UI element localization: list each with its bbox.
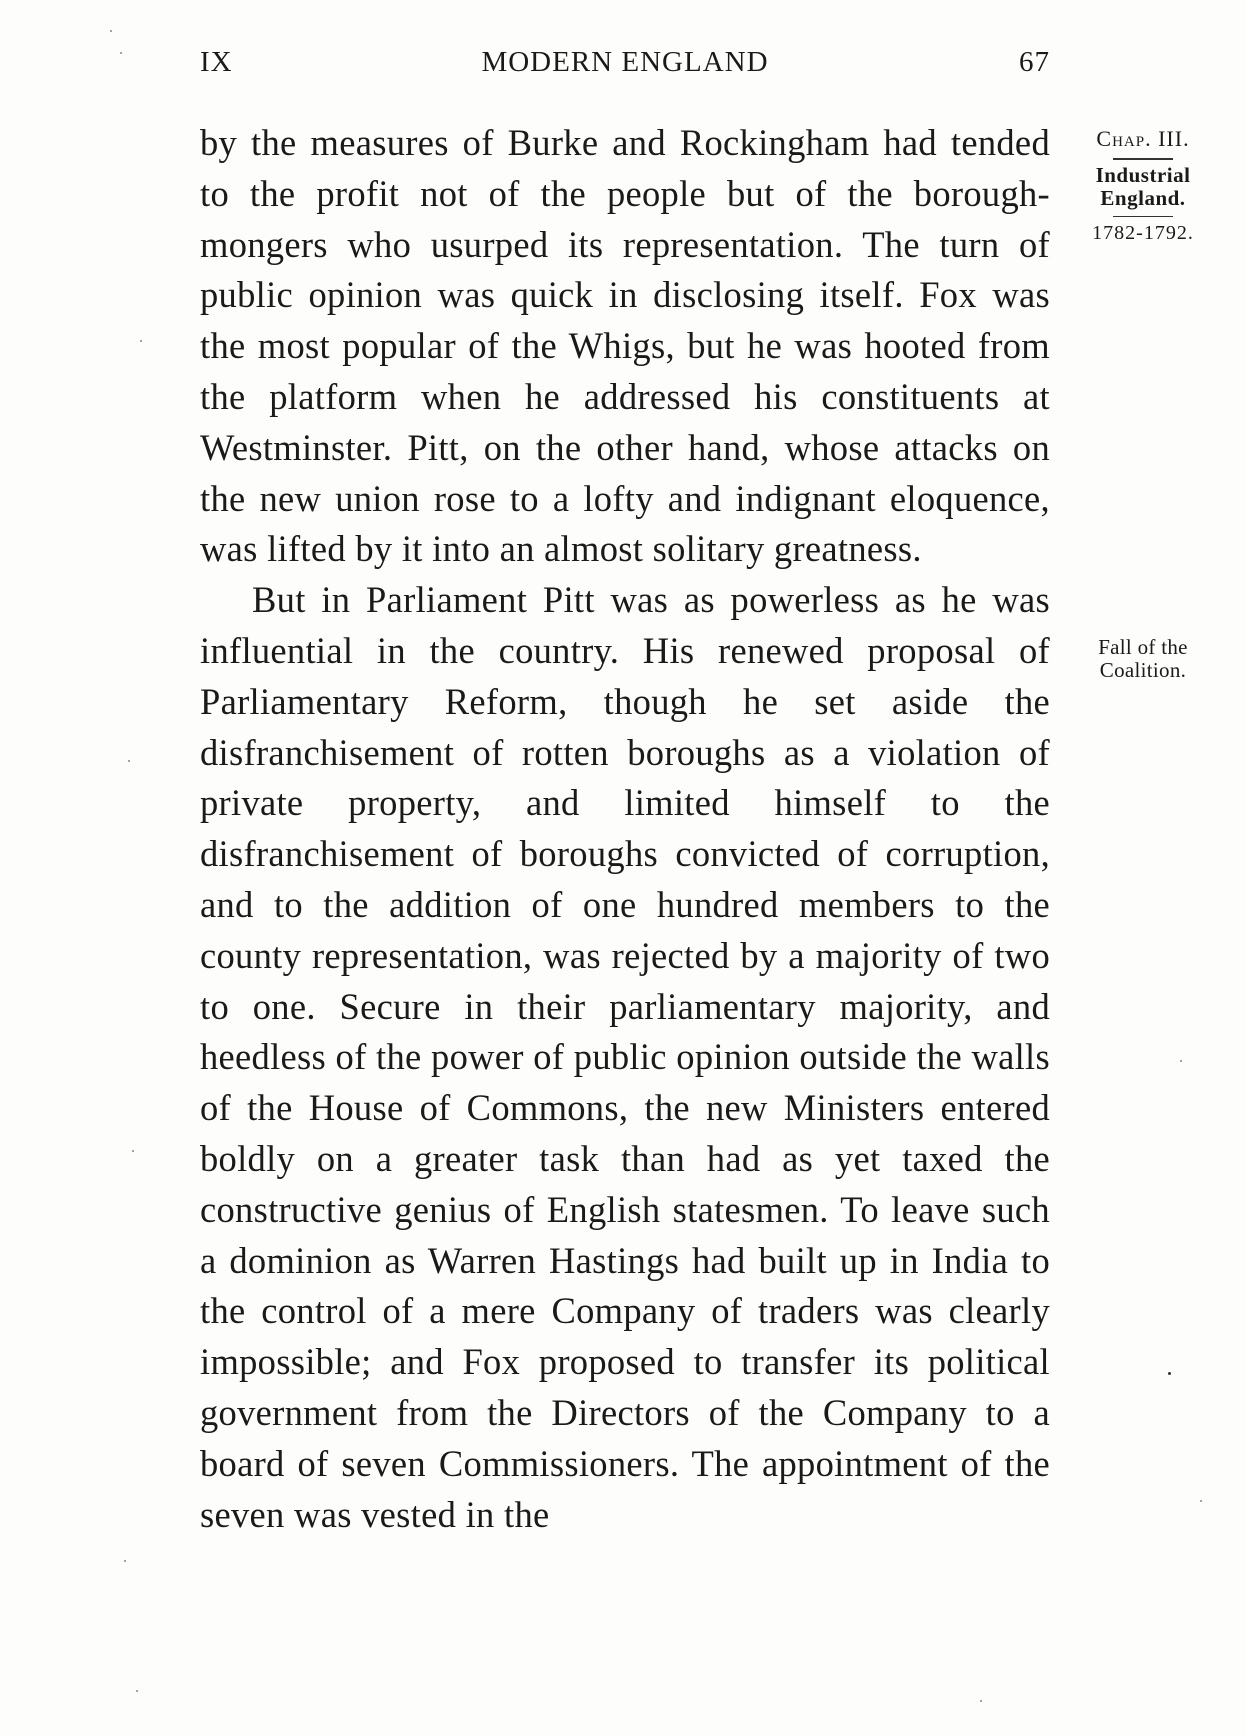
- margin-chapter-label: Chap. III.: [1096, 126, 1190, 151]
- scan-speck: [132, 1150, 134, 1152]
- scan-speck: [128, 760, 130, 762]
- scan-speck: [136, 1690, 138, 1692]
- margin-section-label: Industrial England.: [1095, 162, 1191, 210]
- margin-dates: 1782-1792.: [1092, 222, 1194, 244]
- paragraph-fall-of-coalition: But in Parliament Pitt was as powerless as he was influential in the country. His renewed proposal of Parliamentary Reform, though he set aside the disfranchisement of rotten boroughs as a violation of private property, and limited himself to the disfranchisement of boroughs convicted of corruption, and to the addition of one hundred members to the county representation, was rejected by a majority of two to one. Secure in their parliamentary majority, and heedless of the power of public opinion outside the walls of the House of Commons, the new Ministers entered boldly on a greater task than had as yet taxed the constructive genius of English statesmen. To leave such a dominion as Warren Hastings had built up in India to the control of a mere Company of traders was clearly impossible; and Fox proposed to transfer its political government from the Directors of the Company to a board of seven Commissioners. The appointment of the seven was vested in the: [200, 579, 1050, 1535]
- scan-speck: [1200, 1500, 1202, 1502]
- scan-speck: [120, 52, 122, 54]
- margin-topic-label: Fall of the Coalition.: [1098, 635, 1188, 682]
- page-number: 67: [1019, 46, 1050, 78]
- margin-rule-bottom: [1113, 216, 1173, 218]
- book-title: MODERN ENGLAND: [481, 46, 769, 78]
- paragraph-continued: by the measures of Burke and Rockingham had tended to the profit not of the people but of the borough-mongers who usurped its representation. The turn of public opinion was quick in disclosing itself. Fox was the most popular of the Whigs, but he was hooted from the platform when he addressed his constituents at Westminster. Pitt, on the other hand, whose attacks on the new union rose to a lofty and indignant eloquence, was lifted by it into an almost solitary greatness.: [200, 122, 1050, 570]
- chapter-number: IX: [200, 46, 233, 78]
- scan-speck: [140, 340, 142, 342]
- margin-note-topic: [1068, 636, 1218, 682]
- body-text: [200, 118, 1050, 1540]
- running-head: [200, 46, 1050, 86]
- margin-rule-top: [1113, 158, 1173, 160]
- margin-note-chapter: [1068, 126, 1218, 245]
- scan-speck: [980, 1700, 982, 1702]
- scan-speck: [1180, 1060, 1182, 1062]
- scan-speck: [1168, 1372, 1171, 1375]
- scan-speck: [124, 1560, 126, 1562]
- scan-speck: [110, 30, 112, 32]
